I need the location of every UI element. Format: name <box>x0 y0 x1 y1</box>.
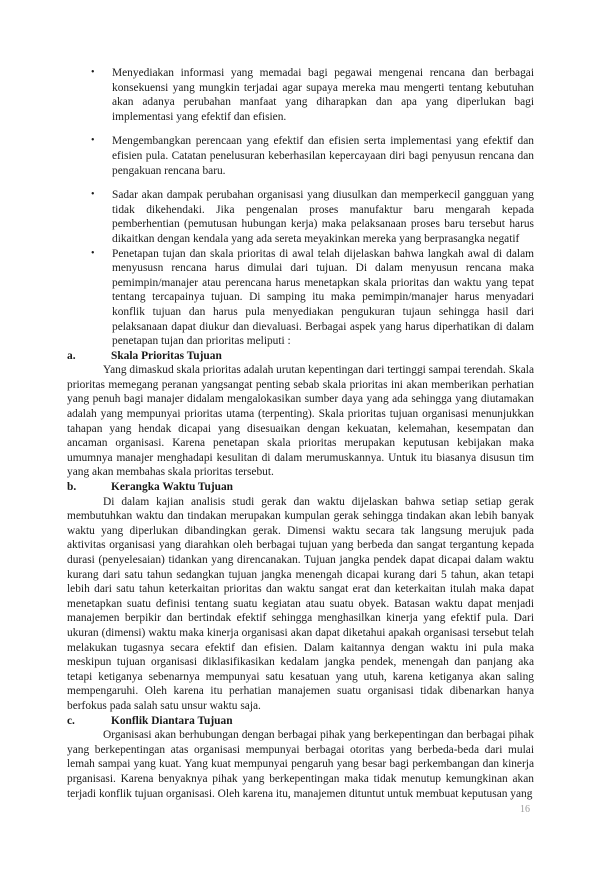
page-number: 16 <box>520 804 530 815</box>
section-letter: a. <box>67 349 76 362</box>
bullet-item <box>67 134 534 178</box>
section-body-c: Organisasi akan berhubungan dengan berbagai pihak yang berkepentingan dan berbagai pihak yang berkepentingan atas organisasi mempunyai berbagai otoritas yang berbeda-beda dari mulai lemah sampai yang kuat. Yang kuat mempunyai pengaruh yang besar bagi perkembangan dan kinerja prganisasi. Karena benyaknya pihak yang berkepentingan maka tidak menutup kemungkinan akan terjadi konflik tujuan organisasi. Oleh karena itu, manajemen dituntut untuk membuat keputusan yang <box>67 729 534 800</box>
bullet-text: Sadar akan dampak perubahan organisasi yang diusulkan dan memperkecil gangguan yang tidak dikehendaki. Jika pengenalan proses manufaktur baru mengarah kepada pemberhentian (pemutusan hubungan kerja) maka pelaksanaan proses baru tersebut harus dikaitkan dengan kendala yang ada sereta meyakinkan mereka yang berprasangka negatif <box>112 189 534 245</box>
section-heading-a <box>67 349 534 364</box>
section-letter: c. <box>67 714 75 727</box>
bullet-list <box>67 66 534 349</box>
section-body-a: Yang dimaskud skala prioritas adalah urutan kepentingan dari tertinggi sampai terendah. Skala prioritas memegang peranan yangsangat penting sebab skala prioritas ini akan memberikan perhatian yang penuh bagi manajer didalam mengalokasikan sumber daya yang ada sehingga yang diutamakan adalah yang mempunyai prioritas utama (terpenting). Skala prioritas tujuan organisasi menunjukkan tahapan yang hendak dicapai yang disesuaikan dengan kekuatan, kelemahan, kesempatan dan ancaman organisasi. Karena penetapan skala prioritas merupakan keputusan kebijakan maka umumnya manajer menghadapi kesulitan di dalam merumuskannya. Untuk itu biasanya disusun tim yang akan membahas skala prioritas tersebut. <box>67 364 534 479</box>
bullet-item <box>67 188 534 246</box>
section-heading-b <box>67 480 534 495</box>
section-heading-c <box>67 714 534 729</box>
section-letter: b. <box>67 481 77 494</box>
bullet-icon: • <box>91 189 95 201</box>
section-title: Kerangka Waktu Tujuan <box>111 481 233 494</box>
bullet-text: Mengembangkan perencaan yang efektif dan efisien serta implementasi yang efektif dan efisien pula. Catatan penelusuran keberhasilan kepercayaan diri bagi penyusun rencana dan pengakuan rencana baru. <box>112 135 534 177</box>
bullet-text: Menyediakan informasi yang memadai bagi pegawai mengenai rencana dan berbagai konsekuensi yang mungkin terjadai agar supaya mereka mau mengerti tentang kebutuhan akan adanya perubahan manfaat yang diharapkan dan apa yang diperlukan bagi implementasi yang efektif dan efisien. <box>112 67 534 123</box>
bullet-icon: • <box>91 247 95 259</box>
section-title: Konflik Diantara Tujuan <box>111 714 233 727</box>
bullet-icon: • <box>91 135 95 147</box>
bullet-icon: • <box>91 67 95 78</box>
bullet-item <box>67 247 534 349</box>
section-title: Skala Prioritas Tujuan <box>111 349 222 362</box>
bullet-item <box>67 66 534 124</box>
bullet-text: Penetapan tujan dan skala prioritas di awal telah dijelaskan bahwa langkah awal di dalam menyususn rencana harus dimulai dari tujuan. Di dalam menyusun rencana maka pemimpin/manajer atau perencana harus menetapkan skala prioritas dan waktu yang tepat tentang tercapainya tujuan. Di samping itu maka pemimpin/manajer harus menyadari konflik tujuan dan harus pula menyediakan pengukuran tujaun sehingga hasil dari pelaksanaan dapat diukur dan dievaluasi. Berbagai aspek yang harus diperhatikan di dalam penetapan tujan dan prioritas meliputi : <box>112 247 534 348</box>
page-content <box>67 66 534 801</box>
section-body-b: Di dalam kajian analisis studi gerak dan waktu dijelaskan bahwa setiap setiap gerak membutuhkan waktu dan tindakan merupakan kumpulan gerak sehingga tindakan akan lebih banyak waktu yang diperlukan dibandingkan gerak. Dimensi waktu secara tak langsung merujuk pada aktivitas organisasi yang diarahkan oleh berbagai tujuan yang berbeda dan sangat tergantung kepada durasi (penyelesaian) tidankan yang direncanakan. Tujuan jangka pendek dapat dicapai dalam waktu kurang dari satu tahun sedangkan tujuan jangka menengah dicapai kurang dari 5 tahun, akan tetapi lebih dari satu tahun keterkaitan prioritas dan waktu sangat erat dan keterkaitan itulah maka dapat menetapkan suatu definisi tentang suatu kegiatan atau suatu obyek. Batasan waktu dapat menjadi manajemen berpikir dan bertindak efektif sehingga menghasilkan kinerja yang efektif pula. Dari ukuran (dimensi) waktu maka kinerja organisasi akan dapat diketahui apakah organisasi tersebut telah melakukan tugasnya secara efektif dan efisien. Dalam kaitannya dengan waktu ini pula maka meskipun tujuan organisasi diklasifikasikan kedalam jangka pendek, menengah dan panjang aka tetapi ketiganya sebenarnya mempunyai satu kesatuan yang utuh, karena ketiganya akan saling mempengaruhi. Oleh karena itu perhatian manajemen suatu organisasi tidak dibenarkan hanya berfokus pada salah satu unsur waktu saja. <box>67 495 534 712</box>
